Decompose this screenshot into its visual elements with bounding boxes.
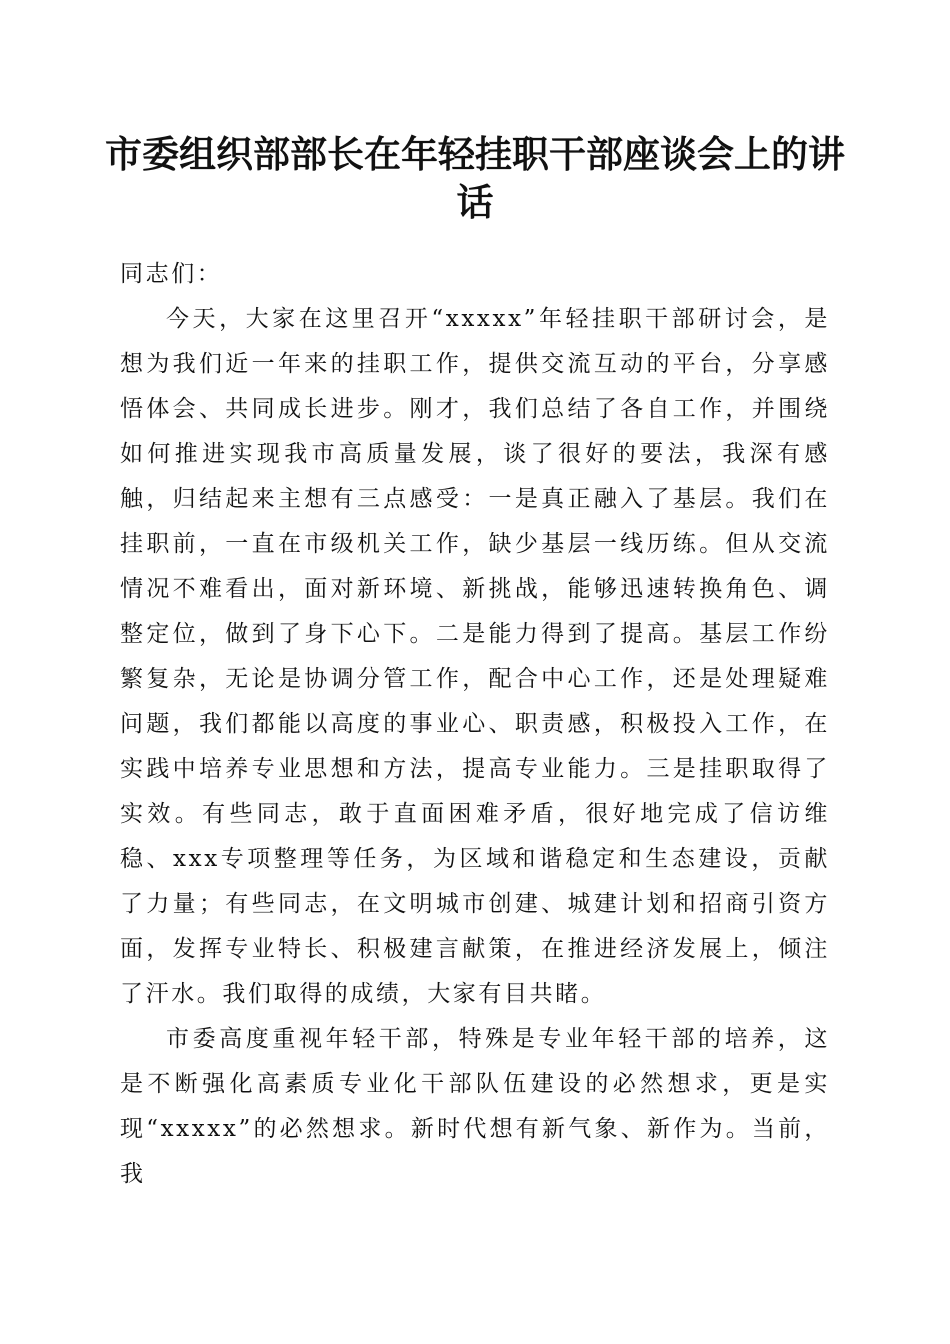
paragraph-1: 今天，大家在这里召开“xxxxx”年轻挂职干部研讨会，是想为我们近一年来的挂职工作，提供交流互动的平台，分享感悟体会、共同成长进步。刚才，我们总结了各自工作，并围绕如何推进实现我市高质量发展，谈了很好的要法，我深有感触，归结起来主想有三点感受：一是真正融入了基层。我们在挂职前，一直在市级机关工作，缺少基层一线历练。但从交流情况不难看出，面对新环境、新挑战，能够迅速转换角色、调整定位，做到了身下心下。二是能力得到了提高。基层工作纷繁复杂，无论是协调分管工作，配合中心工作，还是处理疑难问题，我们都能以高度的事业心、职责感，积极投入工作，在实践中培养专业思想和方法，提高专业能力。三是挂职取得了实效。有些同志，敢于直面困难矛盾，很好地完成了信访维稳、xxx专项整理等任务，为区域和谐稳定和生态建设，贡献了力量；有些同志，在文明城市创建、城建计划和招商引资方面，发挥专业特长、积极建言献策，在推进经济发展上，倾注了汗水。我们取得的成绩，大家有目共睹。 (120, 306, 830, 1007)
paragraph-2: 市委高度重视年轻干部，特殊是专业年轻干部的培养，这是不断强化高素质专业化干部队伍建设的必然想求，更是实现“xxxxx”的必然想求。新时代想有新气象、新作为。当前，我 (120, 1026, 830, 1187)
salutation: 同志们： (120, 261, 223, 287)
document-body (120, 252, 830, 1197)
document-title: 市委组织部部长在年轻挂职干部座谈会上的讲话 (105, 132, 845, 224)
